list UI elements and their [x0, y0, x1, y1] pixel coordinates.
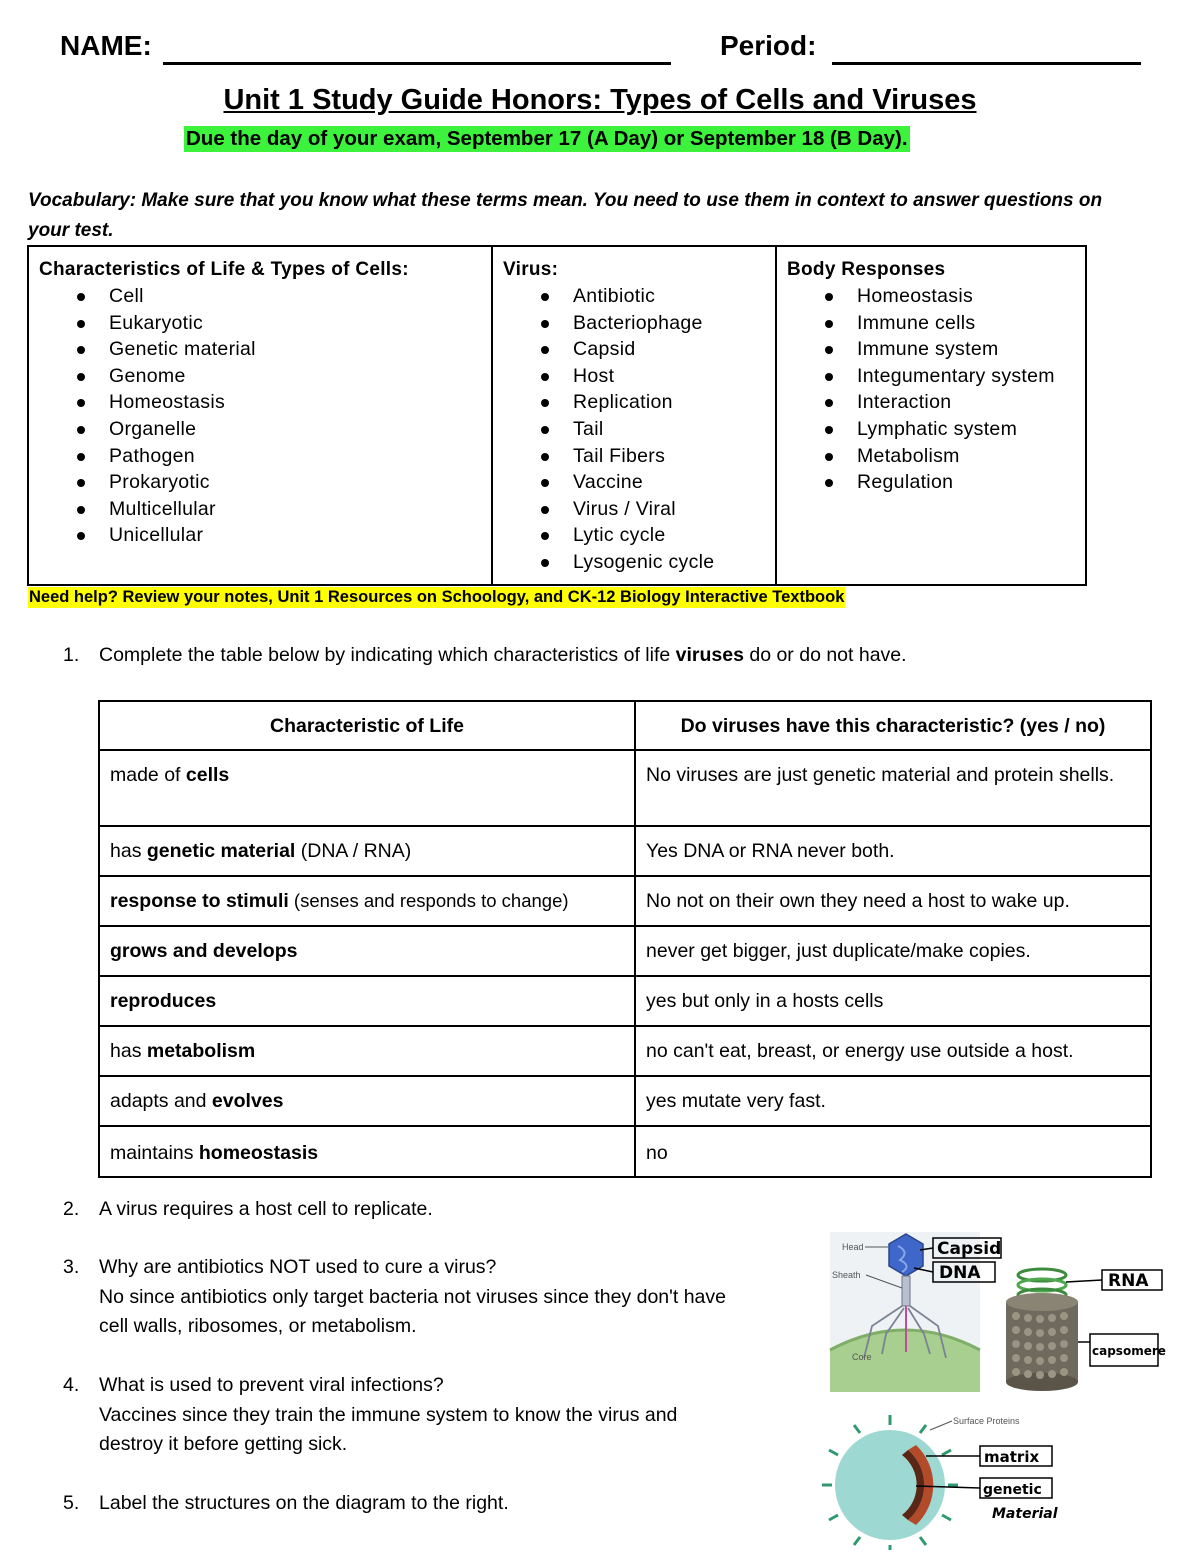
- question-1: [63, 641, 1063, 671]
- vocab-term: Cell: [39, 283, 481, 310]
- characteristic-cell: maintains homeostasis: [99, 1126, 635, 1177]
- answer-text: cell walls, ribosomes, or metabolism.: [99, 1315, 417, 1337]
- vocab-term: Antibiotic: [503, 283, 765, 310]
- vocab-term: Unicellular: [39, 522, 481, 549]
- capsomere-top: [1006, 1293, 1078, 1311]
- handwritten-dna: DNA: [939, 1263, 981, 1283]
- vocab-term: Eukaryotic: [39, 310, 481, 337]
- table-row: [99, 976, 1151, 1026]
- table-row: [99, 1126, 1151, 1177]
- due-date-banner: Due the day of your exam, September 17 (A Day) or September 18 (B Day).: [186, 127, 908, 150]
- answer-cell[interactable]: never get bigger, just duplicate/make copies.: [635, 926, 1151, 976]
- table-row: [99, 750, 1151, 826]
- characteristic-cell: has metabolism: [99, 1026, 635, 1076]
- vocab-column-cells: [28, 246, 492, 585]
- vocab-column-heading: Body Responses: [787, 259, 946, 280]
- vocab-term: Virus / Viral: [503, 496, 765, 523]
- answer-cell[interactable]: yes but only in a hosts cells: [635, 976, 1151, 1026]
- vocab-term: Lysogenic cycle: [503, 549, 765, 576]
- table-row: [99, 1076, 1151, 1126]
- virus-diagrams: [820, 1230, 1190, 1550]
- question-number: 2.: [63, 1198, 80, 1220]
- question-number: 1.: [63, 644, 80, 666]
- label-head: Head: [842, 1242, 864, 1252]
- vocab-term-list: [787, 283, 1075, 496]
- vocab-term: Replication: [503, 389, 765, 416]
- vocab-term: Lytic cycle: [503, 522, 765, 549]
- period-label: Period:: [720, 30, 817, 61]
- question-text: Complete the table below by indicating which characteristics of life: [99, 644, 676, 666]
- phage-sheath: [902, 1276, 910, 1306]
- vocab-term: Organelle: [39, 416, 481, 443]
- handwritten-material: Material: [992, 1506, 1058, 1522]
- vocab-term: Integumentary system: [787, 363, 1075, 390]
- vocab-term: Metabolism: [787, 443, 1075, 470]
- vocab-term: Capsid: [503, 336, 765, 363]
- characteristic-cell: has genetic material (DNA / RNA): [99, 826, 635, 876]
- characteristic-cell: adapts and evolves: [99, 1076, 635, 1126]
- question-text: do or do not have.: [743, 644, 907, 666]
- label-sheath: Sheath: [832, 1270, 861, 1280]
- vocab-term: Tail Fibers: [503, 443, 765, 470]
- vocab-term: Interaction: [787, 389, 1075, 416]
- characteristic-cell: grows and develops: [99, 926, 635, 976]
- vocab-term: Immune system: [787, 336, 1075, 363]
- vocab-term: Genetic material: [39, 336, 481, 363]
- handwritten-genetic: genetic: [983, 1482, 1042, 1498]
- helical-virus-diagram: [1006, 1269, 1166, 1391]
- answer-cell[interactable]: no: [635, 1126, 1151, 1177]
- characteristic-cell: made of cells: [99, 750, 635, 826]
- vocab-term: Homeostasis: [39, 389, 481, 416]
- vocab-term: Pathogen: [39, 443, 481, 470]
- table-row: [99, 876, 1151, 926]
- question-text: Why are antibiotics NOT used to cure a virus?: [99, 1256, 497, 1278]
- column-header: Do viruses have this characteristic? (yes / no): [635, 701, 1151, 750]
- answer-cell[interactable]: Yes DNA or RNA never both.: [635, 826, 1151, 876]
- vocab-term: Tail: [503, 416, 765, 443]
- vocabulary-instructions: Vocabulary: Make sure that you know what these terms mean. You need to use them in context to answer questions on your test.: [28, 190, 1103, 241]
- label-surface-proteins: Surface Proteins: [953, 1416, 1020, 1426]
- answer-text: Vaccines since they train the immune system to know the virus and: [99, 1403, 678, 1426]
- name-blank-line[interactable]: [163, 62, 671, 65]
- vocab-term: Vaccine: [503, 469, 765, 496]
- table-row: [99, 926, 1151, 976]
- answer-text: No since antibiotics only target bacteria not viruses since they don't have: [99, 1285, 726, 1308]
- leader-line: [930, 1421, 952, 1430]
- table-row: [99, 826, 1151, 876]
- question-4: [63, 1371, 803, 1461]
- vocab-term: Regulation: [787, 469, 1075, 496]
- enveloped-virus-diagram: [822, 1415, 1058, 1550]
- question-text: What is used to prevent viral infections?: [99, 1374, 444, 1396]
- vocab-term-list: [503, 283, 765, 576]
- vocab-term: Bacteriophage: [503, 310, 765, 337]
- vocabulary-table: [27, 245, 1087, 586]
- question-number: 3.: [63, 1256, 80, 1278]
- vocab-term: Lymphatic system: [787, 416, 1075, 443]
- question-number: 4.: [63, 1374, 80, 1396]
- answer-text: destroy it before getting sick.: [99, 1433, 348, 1455]
- help-banner: Need help? Review your notes, Unit 1 Resources on Schoology, and CK-12 Biology Interactive Textbook: [29, 588, 845, 606]
- vocab-term: Immune cells: [787, 310, 1075, 337]
- handwritten-rna: RNA: [1108, 1271, 1149, 1291]
- characteristic-cell: reproduces: [99, 976, 635, 1026]
- bacteriophage-diagram: [830, 1232, 1001, 1392]
- vocab-term: Multicellular: [39, 496, 481, 523]
- handwritten-capsomere: capsomere: [1092, 1344, 1166, 1358]
- question-3: [63, 1253, 803, 1343]
- characteristic-cell: response to stimuli (senses and responds to change): [99, 876, 635, 926]
- vocab-column-heading: Virus:: [503, 259, 559, 280]
- column-header: Characteristic of Life: [99, 701, 635, 750]
- vocab-column-virus: [492, 246, 776, 585]
- page-title: Unit 1 Study Guide Honors: Types of Cells and Viruses: [223, 84, 977, 116]
- question-text: A virus requires a host cell to replicate.: [99, 1198, 433, 1220]
- answer-cell[interactable]: No viruses are just genetic material and protein shells.: [635, 750, 1151, 826]
- handwritten-capsid: Capsid: [937, 1239, 1002, 1259]
- answer-cell[interactable]: no can't eat, breast, or energy use outside a host.: [635, 1026, 1151, 1076]
- question-5: [63, 1489, 803, 1519]
- vocab-term: Host: [503, 363, 765, 390]
- vocab-column-body-responses: [776, 246, 1086, 585]
- answer-cell[interactable]: No not on their own they need a host to wake up.: [635, 876, 1151, 926]
- question-bold-text: viruses: [675, 644, 744, 666]
- leader-line: [1066, 1280, 1102, 1282]
- period-blank-line[interactable]: [832, 62, 1141, 65]
- vocab-term: Homeostasis: [787, 283, 1075, 310]
- vocab-term-list: [39, 283, 481, 549]
- vocab-term: Prokaryotic: [39, 469, 481, 496]
- label-core: Core: [852, 1352, 872, 1362]
- answer-cell[interactable]: yes mutate very fast.: [635, 1076, 1151, 1126]
- characteristics-table: [98, 700, 1152, 1178]
- handwritten-matrix: matrix: [984, 1448, 1040, 1466]
- question-2: [63, 1195, 803, 1225]
- vocab-column-heading: Characteristics of Life & Types of Cells:: [39, 259, 409, 280]
- question-number: 5.: [63, 1492, 80, 1514]
- name-label: NAME:: [60, 30, 152, 61]
- table-row: [99, 1026, 1151, 1076]
- question-text: Label the structures on the diagram to the right.: [99, 1492, 509, 1514]
- vocab-term: Genome: [39, 363, 481, 390]
